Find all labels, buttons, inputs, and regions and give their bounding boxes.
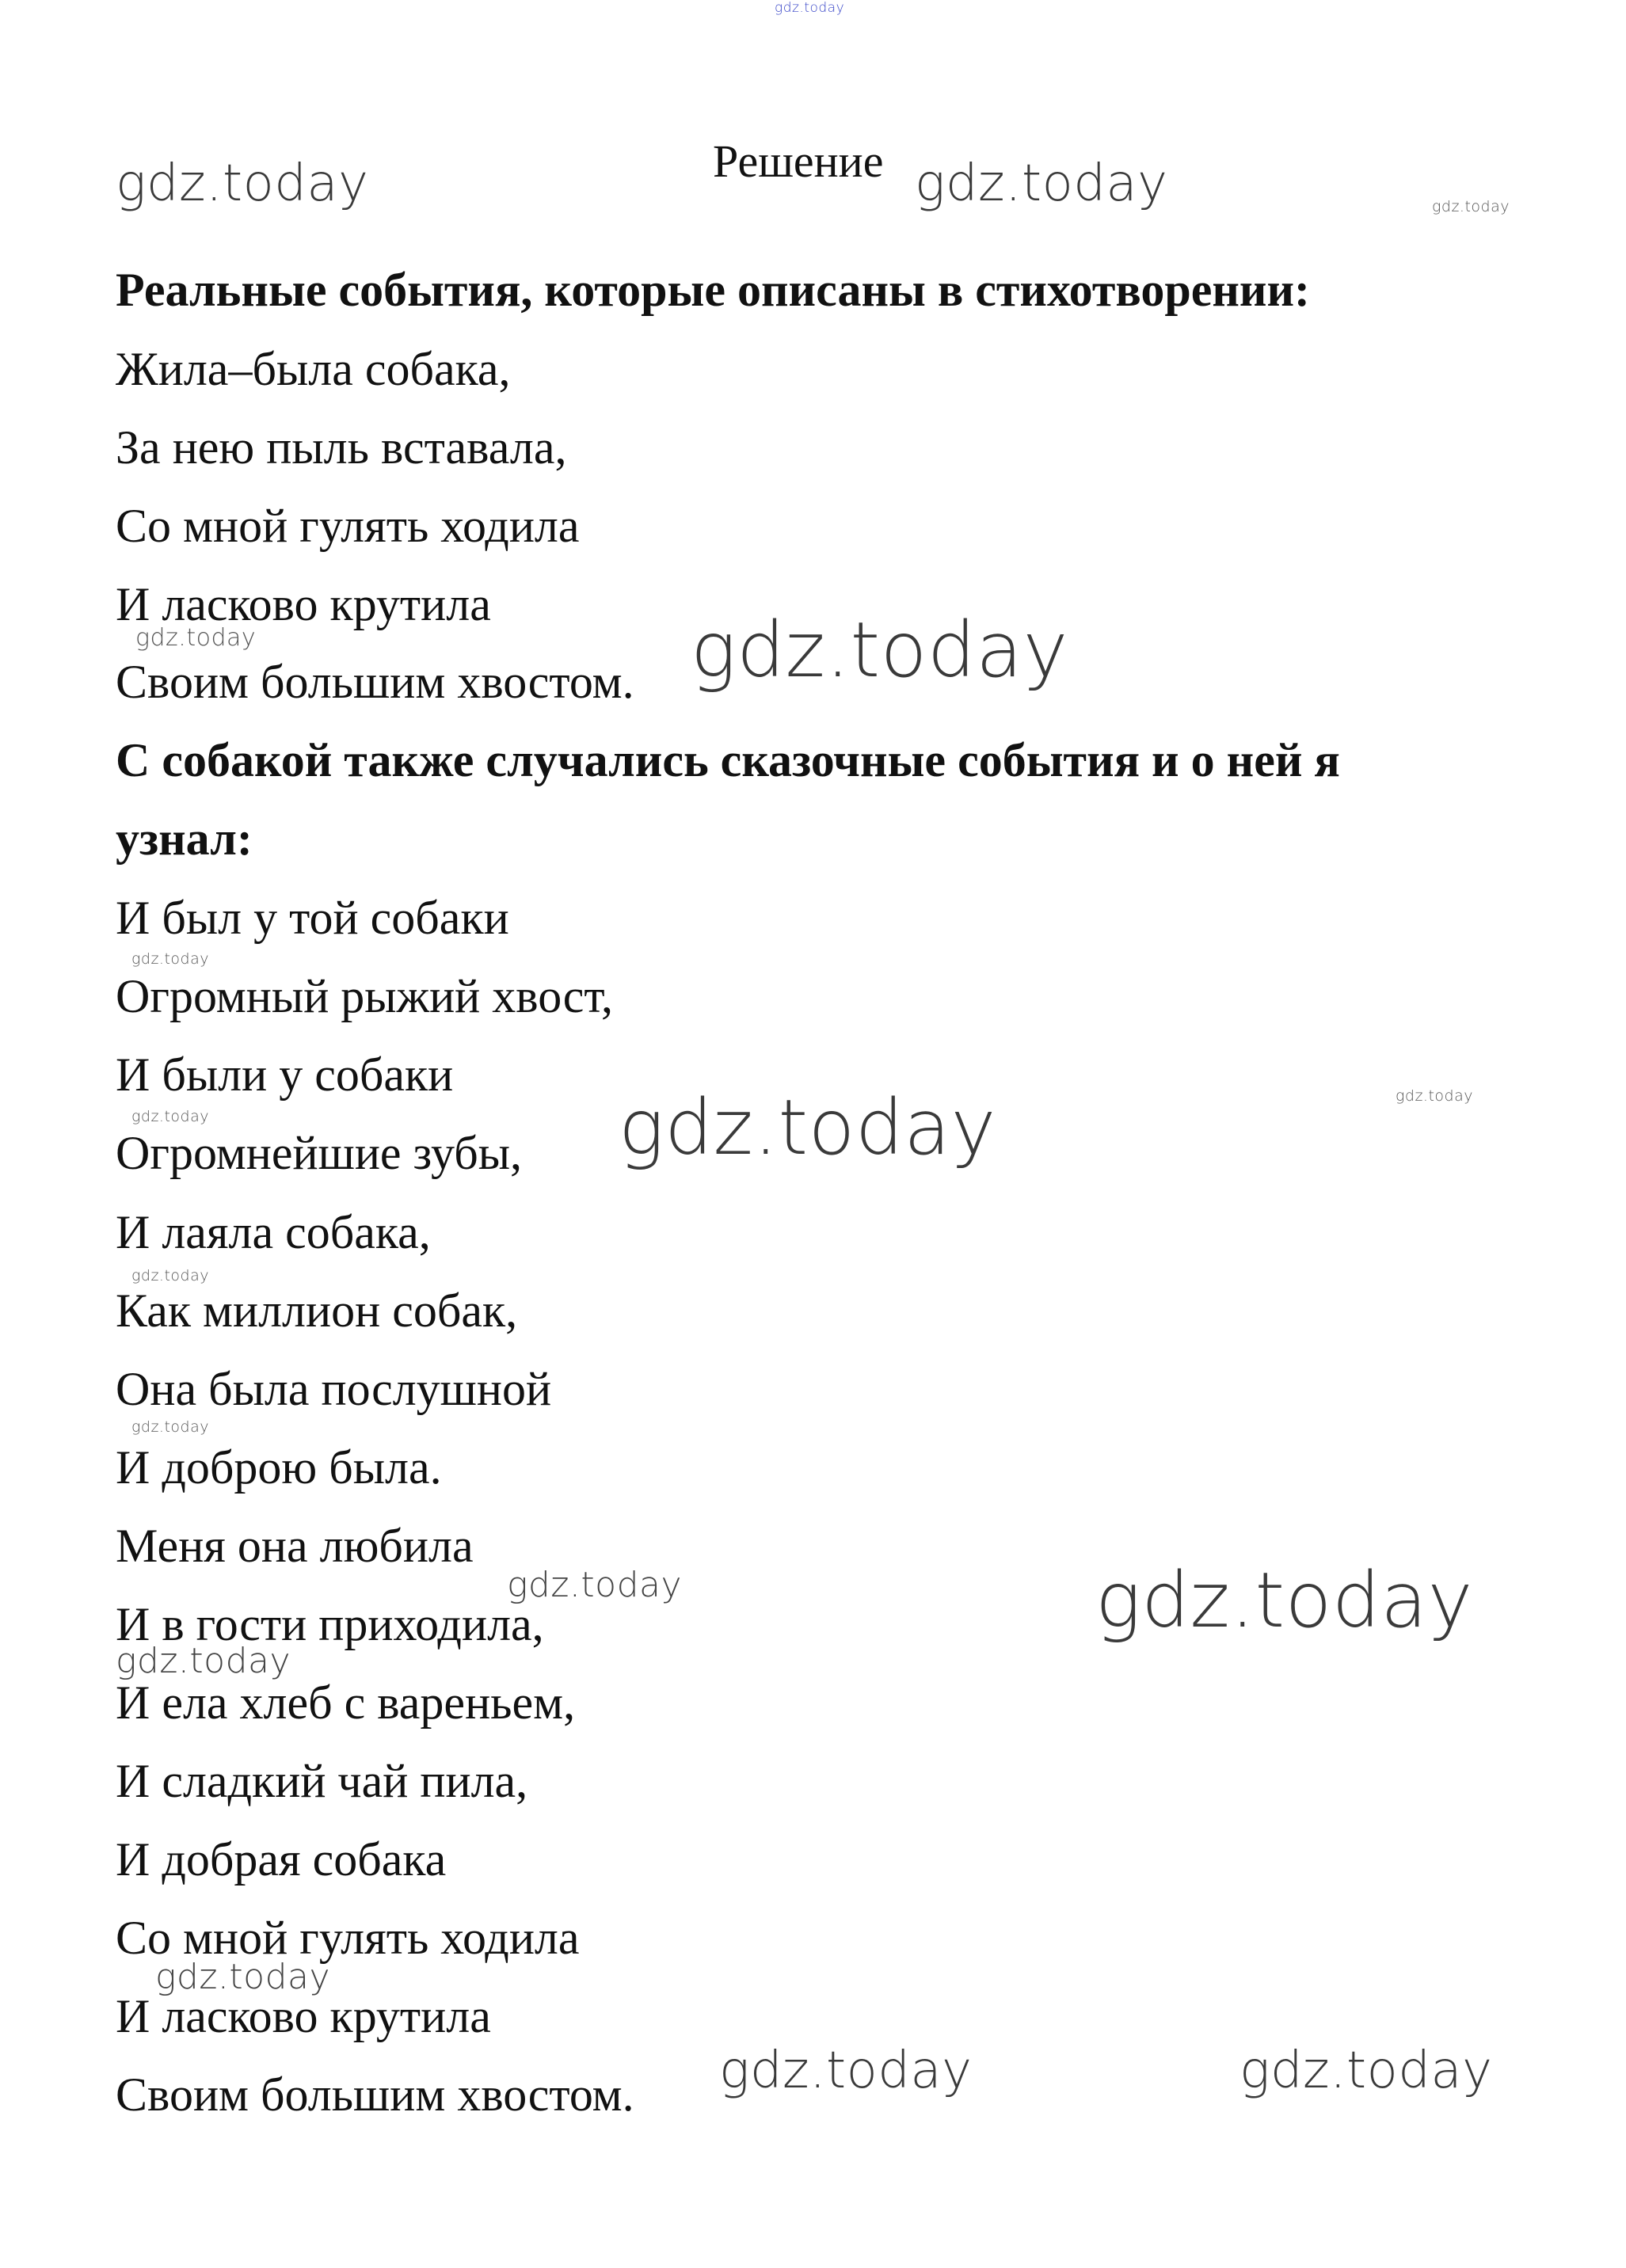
watermark: gdz.today [915, 154, 1168, 213]
watermark: gdz.today [1095, 1556, 1473, 1645]
poem-line: И лаяла собака, [116, 1206, 431, 1258]
watermark: gdz.today [155, 1957, 331, 1997]
poem-line: И был у той собаки [116, 892, 509, 944]
watermark: gdz.today [131, 1267, 209, 1284]
poem-line: Своим большим хвостом. [116, 2068, 634, 2121]
watermark: gdz.today [507, 1565, 683, 1605]
poem-line: Огромный рыжий хвост, [116, 970, 614, 1022]
watermark: gdz.today [131, 1418, 209, 1436]
section-heading: Реальные события, которые описаны в стихотворении: [116, 264, 1311, 316]
poem-line: И доброю была. [116, 1441, 442, 1494]
poem-line: И в гости приходила, [116, 1598, 544, 1650]
poem-line: И сладкий чай пила, [116, 1755, 528, 1807]
poem-line: Огромнейшие зубы, [116, 1127, 523, 1179]
watermark: gdz.today [1239, 2042, 1493, 2100]
poem-line: Меня она любила [116, 1520, 474, 1572]
section-heading: С собакой также случались сказочные события и о ней я [116, 734, 1340, 786]
section-heading: узнал: [116, 812, 253, 865]
poem-line: За нею пыль вставала, [116, 421, 567, 474]
watermark: gdz.today [691, 606, 1068, 694]
poem-line: И ласково крутила [116, 578, 491, 630]
watermark: gdz.today [131, 950, 209, 968]
poem-line: Она была послушной [116, 1363, 552, 1415]
watermark: gdz.today [131, 1108, 209, 1125]
watermark: gdz.today [1432, 198, 1510, 215]
poem-line: И ласково крутила [116, 1990, 491, 2042]
watermark: gdz.today [619, 1083, 996, 1172]
watermark: gdz.today [719, 2042, 973, 2100]
watermark: gdz.today [1396, 1087, 1473, 1105]
poem-line: Со мной гулять ходила [116, 1912, 580, 1964]
page-title: Решение [713, 135, 884, 187]
poem-line: И добрая собака [116, 1833, 447, 1886]
poem-line: Как миллион собак, [116, 1284, 518, 1337]
watermark: gdz.today [775, 0, 845, 16]
watermark: gdz.today [116, 1641, 291, 1681]
poem-line: Своим большим хвостом. [116, 656, 634, 708]
poem-line: И ела хлеб с вареньем, [116, 1676, 576, 1729]
poem-line: Со мной гулять ходила [116, 500, 580, 552]
poem-line: Жила–была собака, [116, 343, 511, 395]
poem-line: И были у собаки [116, 1048, 454, 1101]
watermark: gdz.today [116, 154, 369, 213]
watermark: gdz.today [135, 624, 257, 652]
